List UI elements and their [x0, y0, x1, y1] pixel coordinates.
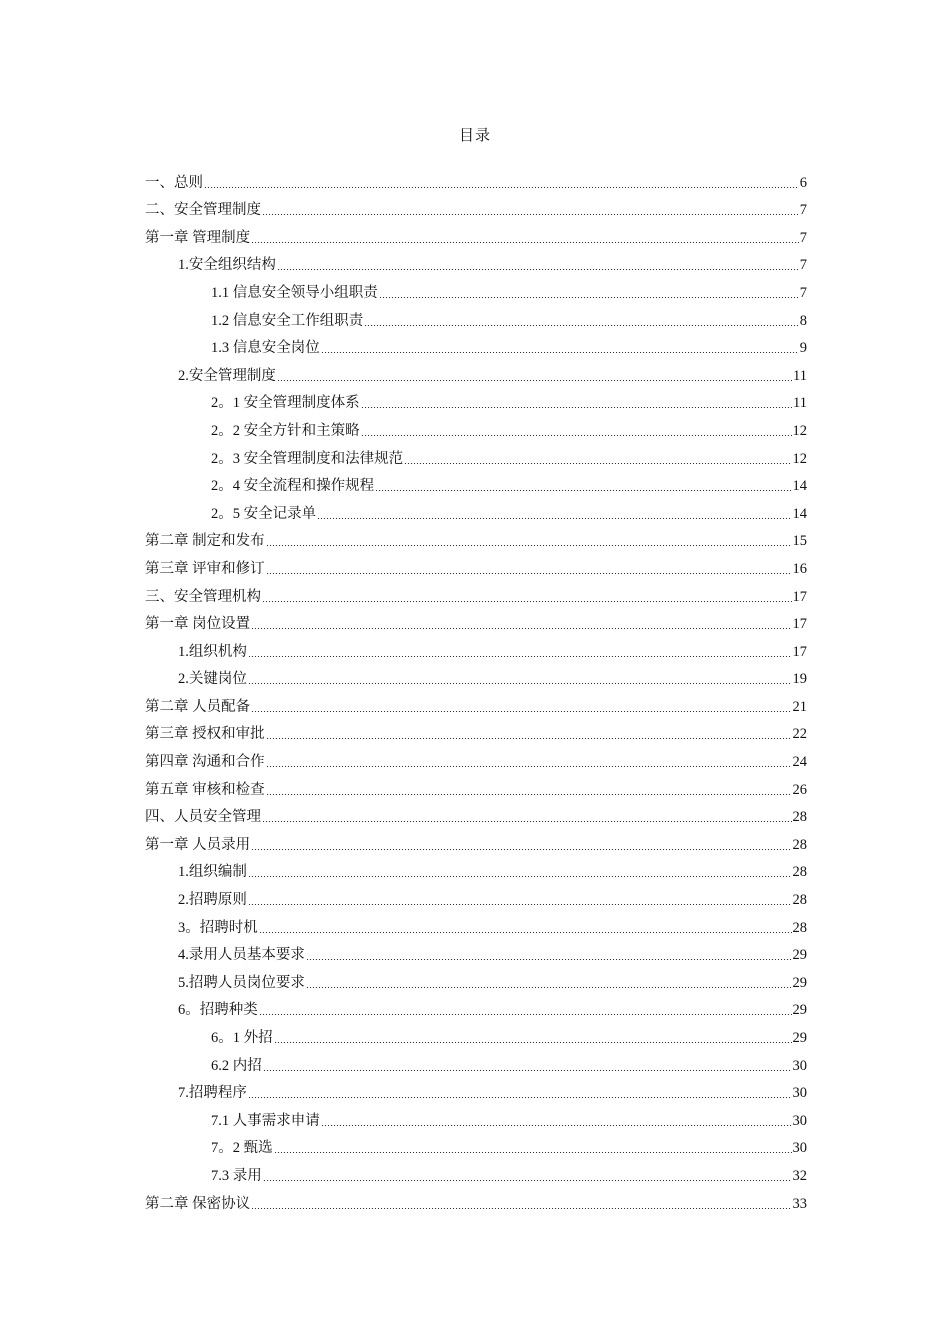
toc-entry[interactable]	[145, 276, 807, 304]
toc-page-number: 28	[792, 919, 807, 936]
toc-entry-label: 三、安全管理机构	[145, 588, 261, 605]
toc-dot-leader	[259, 1014, 792, 1015]
toc-page-number: 29	[792, 947, 807, 964]
toc-entry[interactable]	[145, 470, 807, 498]
toc-entry-label: 7。2 甄选	[211, 1140, 273, 1157]
toc-entry[interactable]	[145, 608, 807, 636]
toc-page-number: 29	[792, 974, 807, 991]
toc-entry[interactable]	[145, 249, 807, 277]
toc-dot-leader	[248, 683, 792, 684]
toc-page-number: 19	[792, 671, 807, 688]
toc-entry-label: 第一章 岗位设置	[145, 616, 251, 633]
toc-entry[interactable]	[145, 1187, 807, 1215]
toc-entry-label: 2.安全管理制度	[178, 367, 276, 384]
toc-entry[interactable]	[145, 387, 807, 415]
toc-page-number: 11	[793, 395, 807, 412]
toc-entry-label: 第一章 管理制度	[145, 229, 251, 246]
toc-page-number: 28	[792, 836, 807, 853]
toc-dot-leader	[274, 1042, 792, 1043]
toc-page-number: 30	[792, 1112, 807, 1129]
toc-entry-label: 四、人员安全管理	[145, 809, 261, 826]
toc-dot-leader	[404, 463, 791, 464]
toc-entry-label: 2。1 安全管理制度体系	[211, 395, 360, 412]
toc-entry-label: 第三章 授权和审批	[145, 726, 265, 743]
toc-entry[interactable]	[145, 166, 807, 194]
toc-dot-leader	[306, 987, 792, 988]
toc-dot-leader	[266, 738, 792, 739]
toc-entry[interactable]	[145, 883, 807, 911]
toc-entry[interactable]	[145, 1021, 807, 1049]
toc-entry[interactable]	[145, 1132, 807, 1160]
toc-entry-label: 5.招聘人员岗位要求	[178, 974, 305, 991]
toc-page-number: 12	[792, 422, 807, 439]
toc-dot-leader	[361, 435, 792, 436]
toc-entry[interactable]	[145, 1104, 807, 1132]
toc-dot-leader	[251, 1208, 791, 1209]
toc-entry-label: 7.1 人事需求申请	[211, 1112, 320, 1129]
toc-dot-leader	[266, 766, 792, 767]
toc-page-number: 8	[799, 312, 807, 329]
toc-entry-label: 2。3 安全管理制度和法律规范	[211, 450, 404, 467]
toc-entry[interactable]	[145, 801, 807, 829]
toc-entry-label: 2。4 安全流程和操作规程	[211, 478, 375, 495]
toc-dot-leader	[266, 794, 792, 795]
toc-entry[interactable]	[145, 1159, 807, 1187]
toc-page-number: 28	[792, 892, 807, 909]
toc-entry[interactable]	[145, 773, 807, 801]
toc-dot-leader	[251, 628, 791, 629]
toc-entry-label: 1.组织机构	[178, 643, 247, 660]
toc-entry-label: 1.组织编制	[178, 864, 247, 881]
toc-page-number: 7	[799, 202, 807, 219]
toc-entry-label: 第二章 保密协议	[145, 1195, 251, 1212]
toc-dot-leader	[251, 849, 791, 850]
toc-page-number: 16	[792, 560, 807, 577]
toc-page-number: 7	[799, 257, 807, 274]
toc-entry[interactable]	[145, 525, 807, 553]
toc-page-number: 22	[792, 726, 807, 743]
toc-entry-label: 第二章 人员配备	[145, 698, 251, 715]
toc-page-number: 17	[792, 588, 807, 605]
toc-dot-leader	[364, 325, 799, 326]
toc-dot-leader	[277, 269, 799, 270]
toc-entry[interactable]	[145, 911, 807, 939]
toc-entry[interactable]	[145, 828, 807, 856]
toc-page-number: 32	[792, 1167, 807, 1184]
toc-entry[interactable]	[145, 414, 807, 442]
toc-page-number: 9	[799, 340, 807, 357]
toc-entry-label: 4.录用人员基本要求	[178, 947, 305, 964]
toc-entry-label: 第三章 评审和修订	[145, 560, 265, 577]
toc-entry[interactable]	[145, 635, 807, 663]
toc-dot-leader	[317, 518, 791, 519]
toc-entry[interactable]	[145, 966, 807, 994]
toc-entry-label: 二、安全管理制度	[145, 202, 261, 219]
toc-entry-label: 6.2 内招	[211, 1057, 262, 1074]
toc-dot-leader	[248, 1097, 792, 1098]
toc-page-number: 11	[793, 367, 807, 384]
toc-page-number: 15	[792, 533, 807, 550]
toc-entry-label: 3。招聘时机	[178, 919, 258, 936]
toc-page-number: 28	[792, 809, 807, 826]
toc-entry[interactable]	[145, 332, 807, 360]
toc-entry[interactable]	[145, 856, 807, 884]
toc-entry-label: 第一章 人员录用	[145, 836, 251, 853]
toc-dot-leader	[262, 821, 792, 822]
toc-dot-leader	[379, 297, 799, 298]
toc-entry-label: 2。2 安全方针和主策略	[211, 422, 360, 439]
toc-dot-leader	[321, 1125, 792, 1126]
toc-entry[interactable]	[145, 1049, 807, 1077]
toc-entry[interactable]	[145, 1077, 807, 1105]
toc-dot-leader	[259, 932, 792, 933]
toc-page-number: 12	[792, 450, 807, 467]
toc-dot-leader	[306, 959, 792, 960]
toc-page-number: 24	[792, 754, 807, 771]
toc-page-number: 30	[792, 1140, 807, 1157]
toc-page-number: 28	[792, 864, 807, 881]
toc-entry[interactable]	[145, 690, 807, 718]
toc-entry[interactable]	[145, 497, 807, 525]
toc-page-number: 7	[799, 284, 807, 301]
toc-dot-leader	[204, 187, 799, 188]
toc-dot-leader	[262, 601, 792, 602]
toc-entry-label: 7.3 录用	[211, 1167, 262, 1184]
toc-entry[interactable]	[145, 221, 807, 249]
toc-dot-leader	[248, 904, 792, 905]
toc-entry[interactable]	[145, 994, 807, 1022]
toc-page-number: 17	[792, 643, 807, 660]
toc-page-number: 30	[792, 1085, 807, 1102]
toc-entry[interactable]	[145, 359, 807, 387]
toc-page-number: 30	[792, 1057, 807, 1074]
toc-dot-leader	[263, 1070, 792, 1071]
toc-page-number: 29	[792, 1002, 807, 1019]
toc-entry-label: 2。5 安全记录单	[211, 505, 317, 522]
toc-entry-label: 一、总则	[145, 174, 203, 191]
toc-page-number: 29	[792, 1030, 807, 1046]
toc-dot-leader	[277, 380, 792, 381]
toc-entry-label: 1.2 信息安全工作组职责	[211, 312, 364, 329]
toc-entry[interactable]	[145, 442, 807, 470]
toc-entry-label: 2.招聘原则	[178, 892, 247, 909]
toc-page-number: 14	[792, 505, 807, 522]
toc-entry[interactable]	[145, 304, 807, 332]
toc-entry[interactable]	[145, 663, 807, 691]
toc-dot-leader	[266, 545, 792, 546]
toc-entry-label: 1.1 信息安全领导小组职责	[211, 284, 378, 301]
toc-entry[interactable]	[145, 939, 807, 967]
toc-entry-label: 6。1 外招	[211, 1030, 273, 1046]
toc-dot-leader	[361, 407, 792, 408]
toc-page-number: 26	[792, 781, 807, 798]
toc-entry-label: 1.安全组织结构	[178, 257, 276, 274]
toc-entry-label: 2.关键岗位	[178, 671, 247, 688]
toc-dot-leader	[251, 242, 799, 243]
toc-dot-leader	[266, 573, 792, 574]
toc-entry-label: 1.3 信息安全岗位	[211, 340, 320, 357]
toc-entry[interactable]	[145, 580, 807, 608]
toc-dot-leader	[248, 876, 792, 877]
toc-page-number: 7	[799, 229, 807, 246]
toc-dot-leader	[274, 1152, 792, 1153]
toc-dot-leader	[251, 711, 791, 712]
toc-dot-leader	[263, 1180, 792, 1181]
table-of-contents	[145, 166, 807, 1215]
toc-page-number: 6	[799, 174, 807, 191]
toc-entry[interactable]	[145, 194, 807, 222]
toc-page-number: 14	[792, 478, 807, 495]
toc-dot-leader	[321, 352, 799, 353]
toc-page-number: 33	[792, 1195, 807, 1212]
toc-dot-leader	[248, 656, 792, 657]
toc-page-number: 17	[792, 616, 807, 633]
toc-entry[interactable]	[145, 745, 807, 773]
toc-entry-label: 7.招聘程序	[178, 1085, 247, 1102]
toc-entry[interactable]	[145, 718, 807, 746]
toc-entry-label: 6。招聘种类	[178, 1002, 258, 1019]
toc-page-number: 21	[792, 698, 807, 715]
toc-entry[interactable]	[145, 552, 807, 580]
toc-dot-leader	[375, 490, 791, 491]
toc-dot-leader	[262, 214, 799, 215]
toc-entry-label: 第四章 沟通和合作	[145, 754, 265, 771]
toc-entry-label: 第五章 审核和检查	[145, 781, 265, 798]
toc-entry-label: 第二章 制定和发布	[145, 533, 265, 550]
toc-title: 目录	[458, 128, 491, 144]
